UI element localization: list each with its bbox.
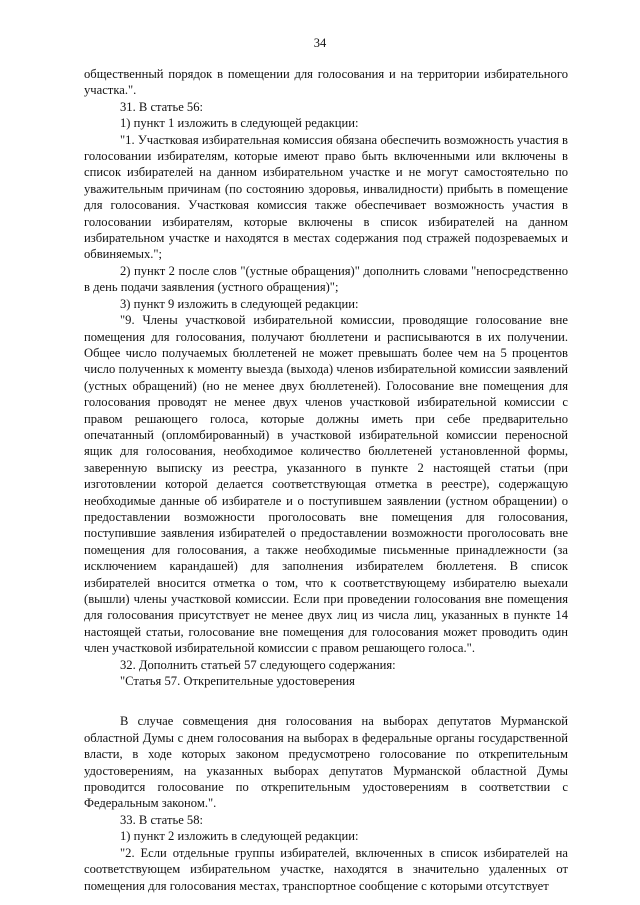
- paragraph: общественный порядок в помещении для голосования и на территории избирательного участка.".: [84, 67, 568, 98]
- article-heading: "Статья 57. Открепительные удостоверения: [120, 674, 355, 689]
- paragraph: 2) пункт 2 после слов "(устные обращения)" дополнить словами "непосредственно в день подачи заявления (устного обращения)";: [84, 263, 568, 295]
- paragraph: 32. Дополнить статьей 57 следующего содержания:: [120, 657, 396, 672]
- paragraph: 1) пункт 1 изложить в следующей редакции:: [120, 116, 359, 131]
- paragraph: "9. Члены участковой избирательной комиссии, проводящие голосование вне помещения для голосования, получают бюллетени и расписываются в их получении. Общее число получаемых бюллетеней не может превышать более чем на 5 процентов число полученных к моменту выезда (выхода) членов избирательной комиссии заявлений (устных обращений) (но не менее двух бюллетеней). Голосование вне помещения для голосования проводят не менее двух членов участковой избирательной комиссии с правом решающего голоса, которые должны иметь при себе предварительно опечатанный (опломбированный) в участковой избирательной комиссии переносной ящик для голосования, необходимое количество бюллетеней установленной формы, заверенную выписку из реестра, указанного в пункте 2 настоящей статьи (при изготовлении которой делается соответствующая отметка в реестре), содержащую необходимые данные об избирателе и о поступившем заявлении (устном обращении) о предоставлении возможности проголосовать вне помещения для голосования, поступившие заявления избирателей о предоставлении возможности проголосовать вне помещения для голосования, а также необходимые письменные принадлежности (за исключением карандашей) для заполнения избирателем бюллетеня. В список избирателей вносится отметка о том, что к соответствующему избирателю выехали (вышли) члены участковой комиссии. Если при проведении голосования вне помещения для голосования присутствует не менее двух лиц из числа лиц, указанных в пункте 14 настоящей статьи, голосование вне помещения для голосования может проводить один член участковой избирательной комиссии с правом решающего голоса.".: [84, 313, 568, 656]
- paragraph: "1. Участковая избирательная комиссия обязана обеспечить возможность участия в голосовании избирателям, которые имеют право быть включенными или включены в список избирателей на данном избирательном участке и не могут самостоятельно по уважительным причинам (по состоянию здоровья, инвалидности) прибыть в помещение для голосования. Участковая комиссия также обеспечивает возможность участия в голосовании избирателям, которые включены в список избирателей на данном избирательном участке и находятся в местах содержания под стражей подозреваемых и обвиняемых.";: [84, 132, 568, 262]
- paragraph: 1) пункт 2 изложить в следующей редакции:: [120, 829, 359, 844]
- paragraph: 33. В статье 58:: [120, 812, 204, 827]
- spacer: [84, 689, 568, 713]
- paragraph: 3) пункт 9 изложить в следующей редакции:: [120, 296, 359, 311]
- paragraph: В случае совмещения дня голосования на выборах депутатов Мурманской областной Думы с днем голосования на выборах в федеральные органы государственной власти, в ходе которых законом предусмотрено голосование по открепительным удостоверениям, на указанных выборах депутатов Мурманской областной Думы проводится голосование по открепительным удостоверениям в соответствии с Федеральным законом.".: [84, 714, 568, 811]
- page-number: 34: [313, 36, 327, 50]
- paragraph: "2. Если отдельные группы избирателей, включенных в список избирателей на соответствующем избирательном участке, находятся в значительно удаленных от помещения для голосования местах, транспортное сообщение с которыми отсутствует: [84, 845, 568, 893]
- paragraph: 31. В статье 56:: [120, 99, 204, 114]
- document-body: [84, 66, 568, 894]
